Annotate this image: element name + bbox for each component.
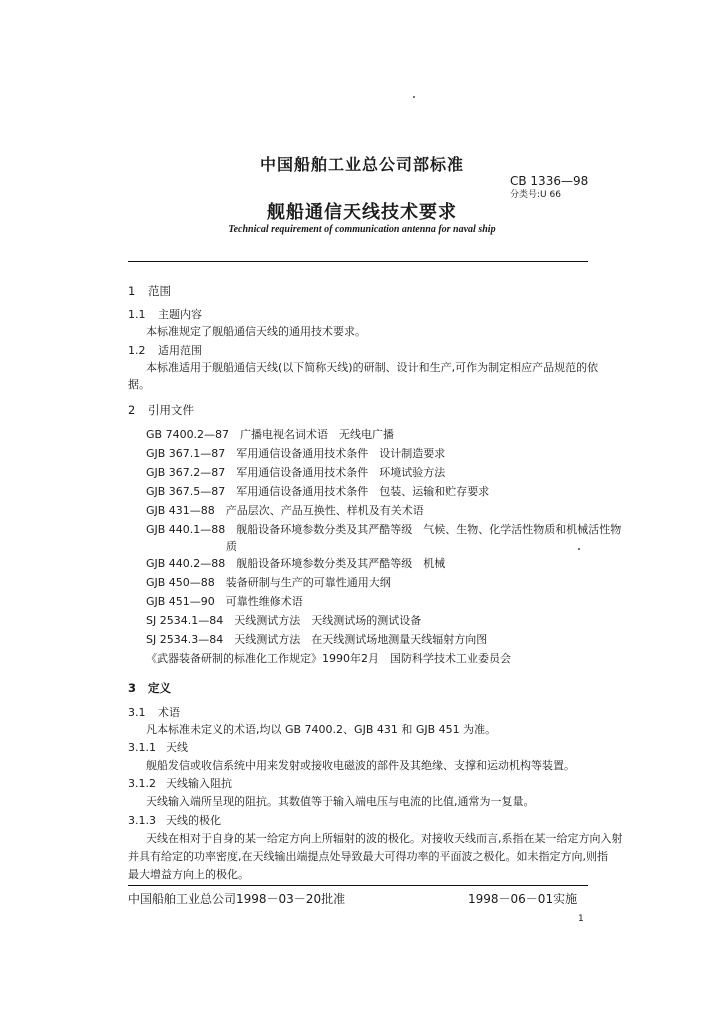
reference-item: GJB 367.1—87 军用通信设备通用技术条件 设计制造要求	[146, 447, 446, 460]
document-title: 舰船通信天线技术要求	[267, 202, 457, 223]
section-heading: 1 范围	[128, 284, 171, 298]
reference-item-continuation: 质	[226, 540, 237, 553]
reference-item: SJ 2534.1—84 天线测试方法 天线测试场的测试设备	[146, 614, 422, 627]
scan-speck	[413, 96, 415, 98]
standard-code: CB 1336—98	[510, 174, 589, 188]
reference-item: GJB 367.2—87 军用通信设备通用技术条件 环境试验方法	[146, 466, 446, 479]
reference-item: GJB 450—88 装备研制与生产的可靠性通用大纲	[146, 576, 391, 589]
subsection-heading: 1.1 主题内容	[128, 308, 202, 321]
subsection-heading: 3.1.2 天线输入阻抗	[128, 777, 232, 790]
reference-item: SJ 2534.3—84 天线测试方法 在天线测试场地测量天线辐射方向图	[146, 633, 488, 646]
page-number: 1	[578, 914, 584, 924]
footer-rule	[128, 885, 588, 886]
reference-item: GJB 440.2—88 舰船设备环境参数分类及其严酷等级 机械	[146, 557, 446, 570]
reference-item: GJB 367.5—87 军用通信设备通用技术条件 包装、运输和贮存要求	[146, 485, 490, 498]
org-title: 中国船舶工业总公司部标准	[259, 155, 464, 174]
paragraph: 本标准适用于舰船通信天线(以下简称天线)的研制、设计和生产,可作为制定相应产品规范的依	[146, 361, 599, 374]
paragraph-continuation: 最大增益方向上的极化。	[128, 868, 249, 881]
effective-date: 1998－06－01实施	[468, 892, 578, 906]
reference-item: GB 7400.2—87 广播电视名词术语 无线电广播	[146, 428, 395, 441]
subsection-heading: 3.1.1 天线	[128, 741, 188, 754]
classification-code: 分类号:U 66	[510, 190, 561, 200]
paragraph: 舰船发信或收信系统中用来发射或接收电磁波的部件及其绝缘、支撑和运动机构等装置。	[146, 759, 575, 772]
paragraph: 凡本标准未定义的术语,均以 GB 7400.2、GJB 431 和 GJB 451 为准。	[146, 723, 497, 736]
paragraph-continuation: 据。	[128, 378, 150, 391]
approval-date: 中国船舶工业总公司1998－03－20批准	[128, 892, 346, 906]
subsection-heading: 3.1.3 天线的极化	[128, 814, 221, 827]
paragraph-continuation: 并具有给定的功率密度,在天线输出端提点处导致最大可得功率的平面波之极化。如未指定方向,则指	[128, 850, 608, 863]
reference-item: 《武器装备研制的标准化工作规定》1990年2月 国防科学技术工业委员会	[146, 652, 511, 665]
paragraph: 天线输入端所呈现的阻抗。其数值等于输入端电压与电流的比值,通常为一复量。	[146, 795, 535, 808]
subsection-heading: 3.1 术语	[128, 706, 180, 719]
paragraph: 本标准规定了舰船通信天线的通用技术要求。	[146, 325, 366, 338]
reference-item: GJB 440.1—88 舰船设备环境参数分类及其严酷等级 气候、生物、化学活性物质和机械活性物	[146, 523, 622, 536]
section-heading: 3 定义	[128, 681, 171, 695]
header-rule	[128, 261, 588, 262]
document-title-english: Technical requirement of communication antenna for naval ship	[228, 224, 496, 235]
reference-item: GJB 451—90 可靠性维修术语	[146, 595, 303, 608]
reference-item: GJB 431—88 产品层次、产品互换性、样机及有关术语	[146, 504, 424, 517]
scan-speck	[578, 548, 580, 550]
subsection-heading: 1.2 适用范围	[128, 344, 202, 357]
section-heading: 2 引用文件	[128, 403, 194, 417]
paragraph: 天线在相对于自身的某一给定方向上所辐射的波的极化。对接收天线而言,系指在某一给定方向入射	[146, 832, 623, 845]
